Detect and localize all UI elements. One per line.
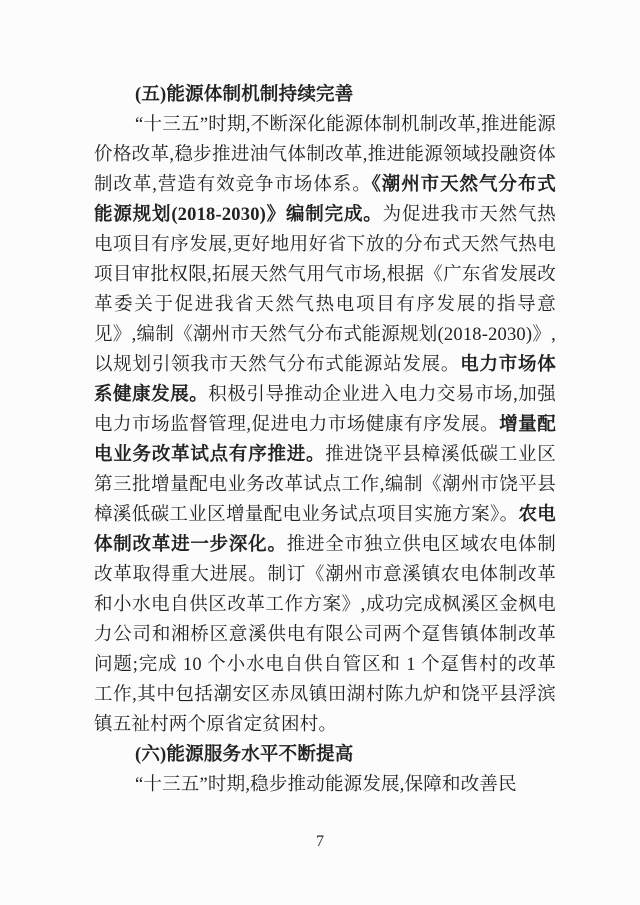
document-content — [94, 80, 556, 800]
bold-phrase-incremental-distribution-pilot: 增量配电业务改革试点有序推进。 — [94, 415, 557, 465]
section-heading-energy-system-reform: (五)能源体制机制持续完善 — [135, 85, 354, 105]
bold-phrase-rural-power-reform: 农电体制改革进一步深化。 — [94, 505, 556, 555]
page-number: 7 — [316, 833, 324, 850]
text-segment-power-market-detail: 积极引导推动企业进入电力交易市场,加强电力市场监督管理,促进电力市场健康有序发展。 — [94, 385, 556, 435]
paragraph-energy-system-reform — [94, 110, 556, 740]
paragraph-energy-service-level — [94, 770, 556, 800]
bold-phrase-gas-distributed-energy-plan: 《潮州市天然气分布式能源规划(2018-2030)》编制完成。 — [94, 175, 556, 225]
section-heading-energy-service-level: (六)能源服务水平不断提高 — [135, 745, 354, 765]
text-segment-intro: “十三五”时期,不断深化能源体制机制改革,推进能源价格改革,稳步推进油气体制改革,推进能源领域投融资体制改革,营造有效竞争市场体系。 — [94, 115, 556, 195]
text-segment-gas-plan-detail: 为促进我市天然气热电项目有序发展,更好地用好省下放的分布式天然气热电项目审批权限,拓展天然气用气市场,根据《广东省发展改革委关于促进我省天然气热电项目有序发展的指导意见》,编制《潮州市天然气分布式能源规划(2018-2030)》,以规划引领我市天然气分布式能源站发展。 — [94, 205, 556, 375]
text-segment-pilot-detail: 推进饶平县樟溪低碳工业区第三批增量配电业务改革试点工作,编制《潮州市饶平县樟溪低碳工业区增量配电业务试点项目实施方案》。 — [94, 445, 557, 525]
text-segment-service-intro: “十三五”时期,稳步推动能源发展,保障和改善民 — [135, 775, 517, 795]
bold-phrase-power-market-system: 电力市场体系健康发展。 — [94, 355, 556, 405]
text-segment-rural-power-detail: 推进全市独立供电区域农电体制改革取得重大进展。制订《潮州市意溪镇农电体制改革和小水电自供区改革工作方案》,成功完成枫溪区金枫电力公司和湘桥区意溪供电有限公司两个趸售镇体制改革问题;完成 10 个小水电自供自管区和 1 个趸售村的改革工作,其中包括潮安区赤凤镇田湖村陈九炉和饶平县浮滨镇五祉村两个原省定贫困村。 — [94, 535, 556, 735]
